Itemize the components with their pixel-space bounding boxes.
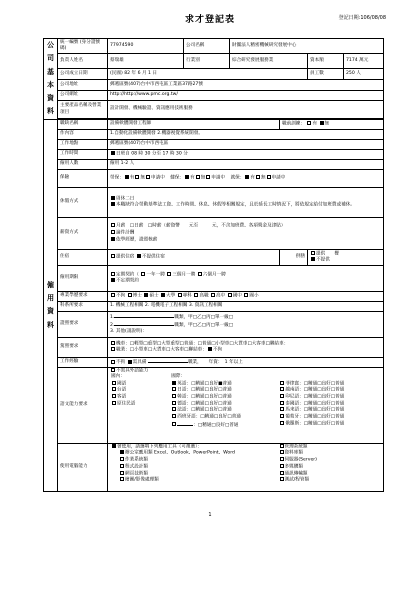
programming-checkbox[interactable] (120, 464, 124, 468)
training-yes-checkbox[interactable] (307, 121, 311, 125)
weekly-two-days-checkbox[interactable] (111, 196, 115, 200)
industry-value[interactable]: 綜合研究發展服務業 (230, 54, 308, 69)
indefinite-term-checkbox[interactable] (111, 278, 115, 282)
representative-label: 負責人姓名 (58, 54, 108, 69)
meal-yes-checkbox[interactable] (311, 251, 315, 255)
company-name-label: 公司名稱 (184, 39, 230, 54)
staff-label: 員工數 (308, 69, 344, 80)
insurance-options: 勞保： 有 無 申請中 健保： 有 無 申請中 就保： 有 無 申請中 (108, 169, 384, 187)
training-no-checkbox[interactable] (320, 121, 324, 125)
emp-ins-have-checkbox[interactable] (245, 175, 249, 179)
os-checkbox[interactable] (120, 457, 124, 461)
exp-need-checkbox[interactable] (128, 360, 132, 364)
representative-value[interactable]: 蔡瑞雄 (108, 54, 184, 69)
leave-options: 周休二日 本職缺符合勞動基準法工資、工作時間、休息、休假等相關規定，且於延長工時情況下，將依規定給付加班費或補休。 (108, 187, 384, 217)
hiring-section-label: 僱 用 資 料 (44, 119, 58, 491)
job-content-value[interactable]: 1.自動化設備軟體開發 2.機器視覺系統開發。 (108, 129, 384, 139)
lang-indigenous-checkbox[interactable] (112, 401, 116, 405)
hours-label: 工作時間 (58, 149, 108, 159)
period-options: 定期契約（ 一年一聘 三個月一聘 六個月一聘 不定期契約 (108, 265, 384, 291)
emp-ins-apply-checkbox[interactable] (267, 175, 271, 179)
graphics-checkbox[interactable] (120, 477, 124, 481)
one-year-checkbox[interactable] (141, 272, 145, 276)
experience-label: 工作經驗 (58, 357, 108, 367)
edu-vocational-checkbox[interactable] (194, 293, 198, 297)
edu-master-checkbox[interactable] (144, 293, 148, 297)
business-value[interactable]: 設計開發、機械驗證、資訊應用技術服務 (108, 101, 384, 118)
lang-german-checkbox[interactable] (172, 401, 176, 405)
insurance-label: 保險 (58, 169, 108, 187)
drive-pro-checkbox[interactable] (111, 347, 115, 351)
lang-taiwanese-checkbox[interactable] (112, 387, 116, 391)
housing-options: 提供住宿 不提供住宿 (108, 249, 280, 265)
address-value[interactable]: 郵遞區號(407)台中市西屯區工業區37路27號 (108, 79, 384, 90)
location-value[interactable]: 郵遞區號(407)台中市西屯區 (108, 139, 384, 149)
exp-any-checkbox[interactable] (111, 360, 115, 364)
hire-count-value[interactable]: 僱用 1-2 人 (108, 159, 384, 169)
capital-value[interactable]: 7174 萬元 (344, 54, 384, 69)
labor-ins-none-checkbox[interactable] (135, 175, 139, 179)
labor-law-compliance-checkbox[interactable] (111, 202, 115, 206)
staff-value[interactable]: 250 人 (344, 69, 384, 80)
three-month-checkbox[interactable] (167, 272, 171, 276)
housing-no-checkbox[interactable] (137, 254, 141, 258)
fixed-term-checkbox[interactable] (111, 272, 115, 276)
company-name-value[interactable]: 財團法人精密機械研究發展中心 (230, 39, 384, 54)
multimedia-checkbox[interactable] (280, 464, 284, 468)
language-options: 不需具外語能力 國內： 國語 台語 客語 原住民語 國際： 英語：□精通□良好■普通 日語：□精通□良好□普通 韓語：□精通□良好□普通 德語：□精通□良好□普通 法語：□精通□良好□普通 西班牙語：□精通□良好□普通 ：□精通□良好□普通 菲律賓：□精通□良好□普通 越南語：□精通□良好□普通 印尼語：□精通□良好□普通 泰國語：□精通□良好□普通 馬來語：□精通□良好□普通 葡萄牙：□精通□良好□普通 俄羅斯：□精通□良好□普通 (108, 367, 384, 443)
business-label: 主要產品名稱及營業項目 (58, 101, 108, 118)
lang-malay-checkbox[interactable] (280, 407, 284, 411)
industry-label: 行業別 (184, 54, 230, 69)
drive-none-checkbox[interactable] (208, 347, 212, 351)
monthly-salary-checkbox[interactable] (111, 223, 115, 227)
experience-options: 不拘 需具備 職業， 年資： 1 年以上 (108, 357, 384, 367)
website-value[interactable]: http://http://www.pmc.org.tw/ (108, 90, 384, 101)
meal-no-checkbox[interactable] (311, 257, 315, 261)
web-tech-checkbox[interactable] (120, 471, 124, 475)
edu-bachelor-checkbox[interactable] (161, 293, 165, 297)
piece-rate-checkbox[interactable] (111, 230, 115, 234)
lang-filipino-checkbox[interactable] (280, 381, 284, 385)
language-label: 語文能力要求 (58, 367, 108, 443)
education-label: 專業學歷要求 (58, 291, 108, 301)
computer-skill-label: 使用電腦能力 (58, 443, 108, 491)
hire-count-label: 僱用人數 (58, 159, 108, 169)
lang-french-checkbox[interactable] (172, 407, 176, 411)
day-shift-checkbox[interactable] (111, 151, 115, 155)
edu-junior-checkbox[interactable] (228, 293, 232, 297)
edu-phd-checkbox[interactable] (128, 293, 132, 297)
location-label: 工作地點 (58, 139, 108, 149)
page-title: 求才登記表 (184, 15, 235, 25)
period-label: 僱用期限 (58, 265, 108, 291)
lang-japanese-checkbox[interactable] (172, 387, 176, 391)
page-number: 1 (208, 512, 212, 518)
department-label: 科系所要求 (58, 301, 108, 311)
lang-hakka-checkbox[interactable] (112, 394, 116, 398)
tax-id-value[interactable]: 77974590 (108, 39, 184, 54)
driving-license-options: 機車：□輕型□重型□大型重型□普通：□普通□小型車□大貨車□大客車□聯結車： 職業：□小型車□大貨車□大客車□聯結車： 不拘 (108, 337, 384, 357)
edu-college-checkbox[interactable] (178, 293, 182, 297)
emp-ins-none-checkbox[interactable] (256, 175, 260, 179)
meal-options: 提供 餐 不提供 (308, 249, 384, 265)
meal-label: 供膳 (280, 249, 308, 265)
edu-highschool-checkbox[interactable] (211, 293, 215, 297)
job-registration-form (43, 38, 384, 492)
address-label: 公司地址 (58, 79, 108, 90)
edu-elementary-checkbox[interactable] (244, 293, 248, 297)
labor-ins-have-checkbox[interactable] (125, 175, 129, 179)
company-section-label: 公 司 基 本 資 料 (44, 39, 58, 120)
communication-checkbox[interactable] (280, 471, 284, 475)
certificate-label: 證照要求 (58, 311, 108, 337)
drive-moto-checkbox[interactable] (111, 341, 115, 345)
certificate-options: 1. 職類，甲□乙□丙□單一級□ 2. 職類，甲□乙□丙□單一級□ 3. 其他(請說明)： (108, 311, 384, 337)
health-ins-apply-checkbox[interactable] (206, 175, 210, 179)
pre-training: 職前訓練： 有 無 (280, 119, 384, 129)
database-checkbox[interactable] (280, 450, 284, 454)
website-label: 公司網址 (58, 90, 108, 101)
lang-korean-checkbox[interactable] (172, 394, 176, 398)
lang-mandarin-checkbox[interactable] (112, 381, 116, 385)
registration-date: 登記日期:106/08/08 (338, 15, 386, 21)
department-value[interactable]: 1. 機械工程相關 2. 電機電子工程相關 3. 資訊工程相關 (108, 301, 384, 311)
salary-options: 月薪 □日薪 □時薪（薪資幣 元至 元，不含加班費、各項獎金及津貼） 論件計酬 依學經歷，證照核薪 (108, 217, 384, 249)
lang-vietnamese-checkbox[interactable] (280, 387, 284, 391)
testing-checkbox[interactable] (280, 477, 284, 481)
lang-none-checkbox[interactable] (111, 368, 115, 372)
housing-yes-checkbox[interactable] (111, 254, 115, 258)
lang-portuguese-checkbox[interactable] (280, 414, 284, 418)
job-title-label: 職缺名稱 (58, 119, 108, 129)
health-ins-none-checkbox[interactable] (196, 175, 200, 179)
six-month-checkbox[interactable] (198, 272, 202, 276)
job-title-value[interactable]: 設備軟體開發工程師 (108, 119, 280, 129)
lang-russian-checkbox[interactable] (280, 421, 284, 425)
health-ins-have-checkbox[interactable] (185, 175, 189, 179)
lang-spanish-checkbox[interactable] (172, 414, 176, 418)
leave-label: 休假方式 (58, 187, 108, 217)
salary-label: 薪資方式 (58, 217, 108, 249)
mgmt-system-checkbox[interactable] (280, 444, 284, 448)
driving-license-label: 駕照要求 (58, 337, 108, 357)
tax-id-label: 統一編號 (身分證號碼) (58, 39, 108, 54)
computer-use-checkbox[interactable] (112, 444, 116, 448)
office-apps-checkbox[interactable] (120, 450, 124, 454)
lang-indonesian-checkbox[interactable] (280, 394, 284, 398)
qualification-salary-checkbox[interactable] (111, 237, 115, 241)
job-content-label: 作內容 (58, 129, 108, 139)
lang-other-checkbox[interactable] (172, 422, 176, 426)
computer-skill-options: 會使用，請選填下列應用工具（可複選）： 辦公室應用類 Excel、Outlook、PowerPoint、Word 作業系統類 程式設計類 網頁技術類 繪圖/影像處理類 管理系統類 資料庫類 伺服器(Server) 多媒體類 通訊傳輸類 測試/程管類 (108, 443, 384, 491)
lang-thai-checkbox[interactable] (280, 401, 284, 405)
education-options: 不拘 博士 碩士 大學 專科 高職 高中 國中 國小 (108, 291, 384, 301)
edu-any-checkbox[interactable] (111, 293, 115, 297)
labor-ins-apply-checkbox[interactable] (146, 175, 150, 179)
lang-english-checkbox[interactable] (172, 381, 176, 385)
founded-label: 公司成立日期 (58, 69, 108, 80)
server-checkbox[interactable] (280, 457, 284, 461)
housing-label: 住宿 (58, 249, 108, 265)
hours-value[interactable]: 日班自 08 時 30 分至 17 時 30 分 (108, 149, 384, 159)
capital-label: 資本額 (308, 54, 344, 69)
founded-value[interactable]: (民國) 82 年 6 月 1 日 (108, 69, 308, 80)
